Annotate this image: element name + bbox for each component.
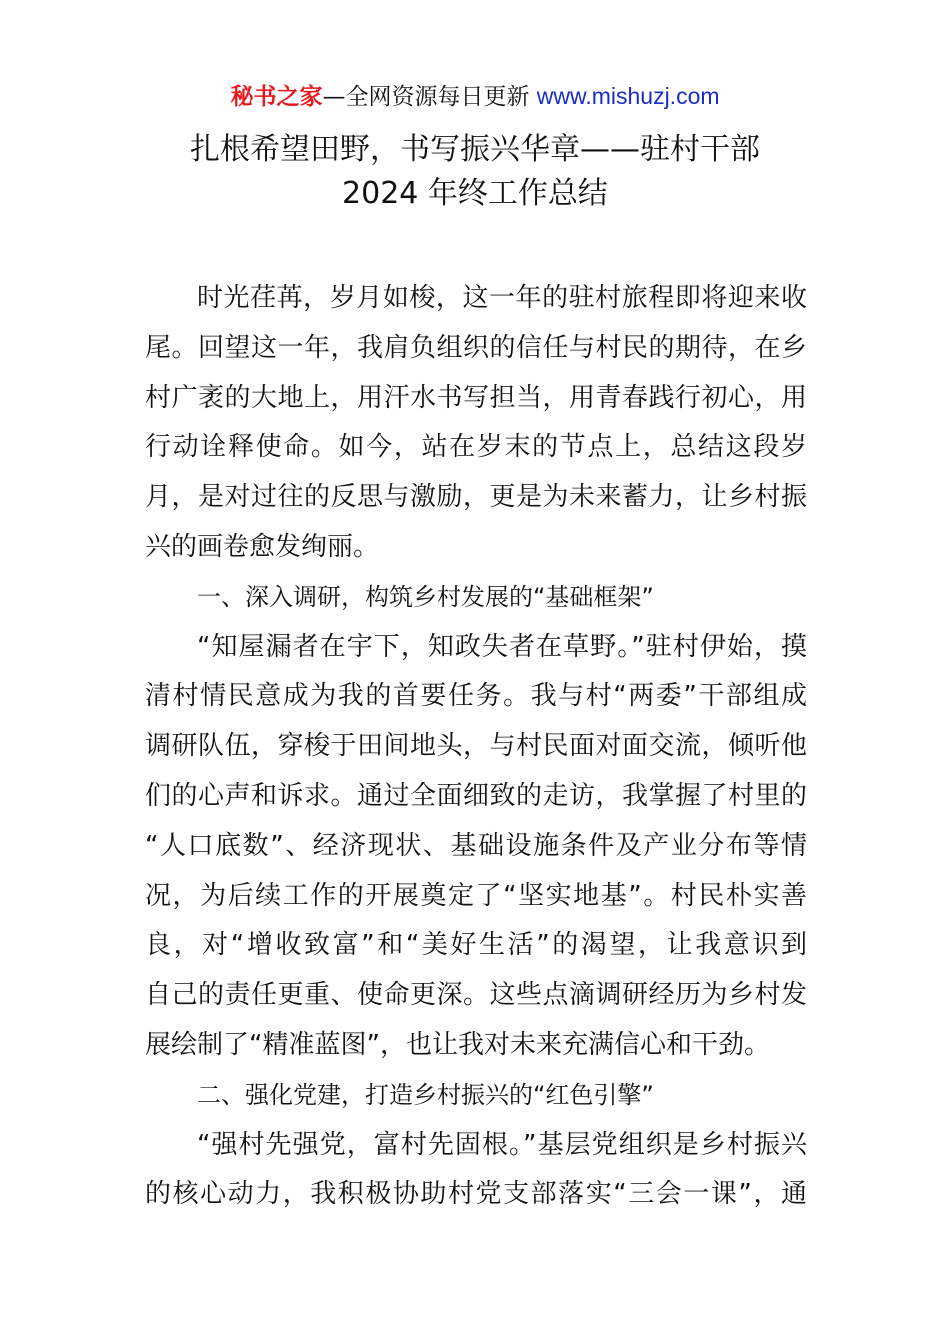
paragraph-line: 尾。回望这一年，我肩负组织的信任与村民的期待，在乡 bbox=[145, 332, 807, 363]
paragraph-line: “人口底数”、经济现状、基础设施条件及产业分布等情 bbox=[145, 830, 807, 861]
paragraph-line: 村广袤的大地上，用汗水书写担当，用青春践行初心，用 bbox=[145, 382, 807, 413]
paragraph-line: 的核心动力，我积极协助村党支部落实“三会一课”，通 bbox=[145, 1179, 807, 1210]
paragraph-line: “强村先强党，富村先固根。”基层党组织是乡村振兴 bbox=[197, 1129, 807, 1160]
document-header bbox=[0, 80, 950, 113]
section-heading-2: 二、强化党建，打造乡村振兴的“红色引擎” bbox=[197, 1080, 654, 1109]
paragraph-line: 良，对“增收致富”和“美好生活”的渴望，让我意识到 bbox=[145, 930, 807, 961]
paragraph-line: 调研队伍，穿梭于田间地头，与村民面对面交流，倾听他 bbox=[145, 731, 807, 762]
paragraph-line: 清村情民意成为我的首要任务。我与村“两委”干部组成 bbox=[145, 681, 807, 712]
title-line-1: 扎根希望田野，书写振兴华章——驻村干部 bbox=[190, 132, 760, 167]
title-line-2: 2024 年终工作总结 bbox=[342, 176, 608, 211]
paragraph-line: 们的心声和诉求。通过全面细致的走访，我掌握了村里的 bbox=[145, 780, 807, 811]
section-heading-1: 一、深入调研，构筑乡村发展的“基础框架” bbox=[197, 582, 654, 611]
paragraph-line: 行动诠释使命。如今，站在岁末的节点上，总结这段岁 bbox=[145, 432, 807, 463]
paragraph-line: 月，是对过往的反思与激励，更是为未来蓄力，让乡村振 bbox=[145, 482, 807, 513]
website-link[interactable]: www.mishuzj.com bbox=[536, 83, 720, 109]
paragraph-line: 展绘制了“精准蓝图”，也让我对未来充满信心和干劲。 bbox=[145, 1029, 770, 1060]
brand-name: 秘书之家 bbox=[230, 84, 323, 110]
header-tagline: —全网资源每日更新 bbox=[322, 84, 530, 110]
paragraph-line: 况，为后续工作的开展奠定了“坚实地基”。村民朴实善 bbox=[145, 880, 807, 911]
paragraph-line: 自己的责任更重、使命更深。这些点滴调研经历为乡村发 bbox=[145, 980, 807, 1011]
document-body bbox=[145, 274, 807, 1220]
document-title bbox=[0, 128, 950, 216]
paragraph-line: 时光荏苒，岁月如梭，这一年的驻村旅程即将迎来收 bbox=[197, 283, 807, 313]
paragraph-line: 兴的画卷愈发绚丽。 bbox=[145, 531, 380, 562]
paragraph-line: “知屋漏者在宇下，知政失者在草野。”驻村伊始，摸 bbox=[197, 631, 807, 662]
